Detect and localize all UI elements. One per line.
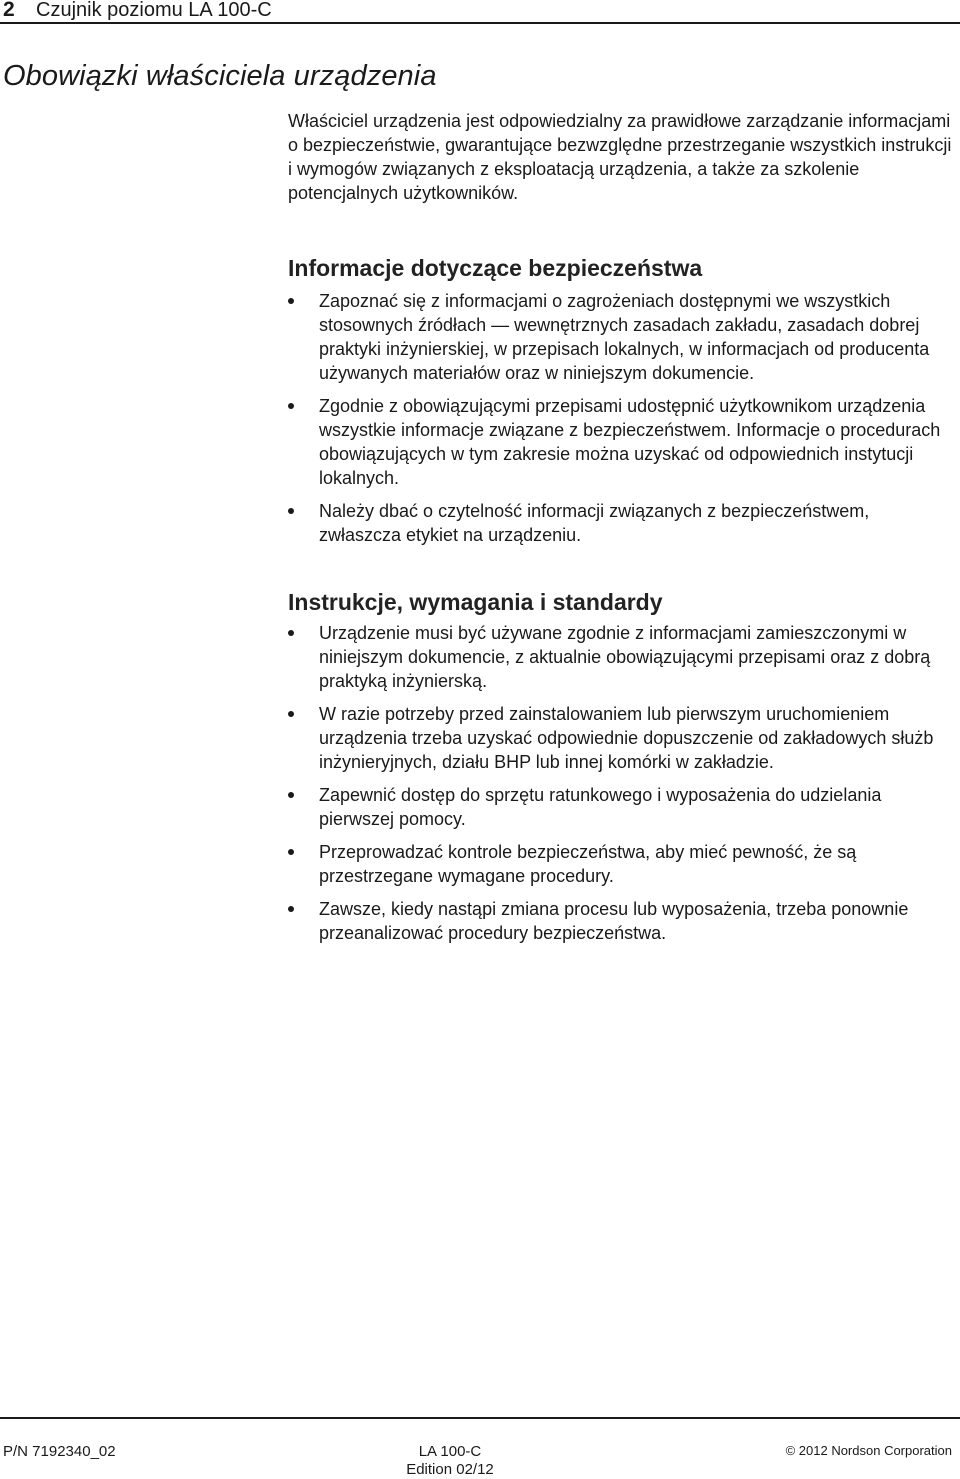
list-item [288, 394, 956, 490]
bullet-icon [288, 849, 294, 855]
copyright: © 2012 Nordson Corporation [785, 1443, 952, 1458]
footer-divider [0, 1417, 960, 1419]
list-item-text: Zapoznać się z informacjami o zagrożeniach dostępnymi we wszystkich stosownych źródłach — wewnętrznych zasadach zakładu, zasadach dobrej praktyki inżynierskiej, w przepisach lokalnych, w informacjach od producenta używanych materiałów oraz w niniejszym dokumencie. [319, 291, 930, 383]
document-title: Czujnik poziomu LA 100-C [36, 0, 272, 21]
safety-info-list [288, 289, 956, 556]
bullet-icon [288, 298, 294, 304]
bullet-icon [288, 508, 294, 514]
bullet-icon [288, 792, 294, 798]
list-item [288, 499, 956, 547]
intro-paragraph: Właściciel urządzenia jest odpowiedzialny za prawidłowe zarządzanie informacjami o bezpieczeństwie, gwarantujące bezwzględne przestrzeganie wszystkich instrukcji i wymogów związanych z eksploatacją urządzenia, a także za szkolenie potencjalnych użytkowników. [288, 111, 952, 203]
bullet-icon [288, 711, 294, 717]
list-item [288, 702, 956, 774]
list-item-text: Zgodnie z obowiązującymi przepisami udostępnić użytkownikom urządzenia wszystkie informacje związane z bezpieczeństwem. Informacje o procedurach obowiązujących w tym zakresie można uzyskać od odpowiednich instytucji lokalnych. [319, 396, 941, 488]
header-divider [0, 22, 960, 24]
list-item [288, 289, 956, 385]
list-item-text: Urządzenie musi być używane zgodnie z informacjami zamieszczonymi w niniejszym dokumencie, z aktualnie obowiązującymi przepisami oraz z dobrą praktyką inżynierską. [319, 623, 931, 691]
page-header [0, 0, 960, 23]
part-number: P/N 7192340_02 [3, 1443, 116, 1460]
list-item-text: W razie potrzeby przed zainstalowaniem lub pierwszym uruchomieniem urządzenia trzeba uzyskać odpowiednie dopuszczenie od zakładowych służb inżynieryjnych, działu BHP lub innej komórki w zakładzie. [319, 704, 934, 772]
list-item [288, 621, 956, 693]
instructions-list [288, 621, 956, 954]
list-item-text: Zapewnić dostęp do sprzętu ratunkowego i wyposażenia do udzielania pierwszej pomocy. [319, 785, 882, 829]
bullet-icon [288, 630, 294, 636]
section-title-safety-info: Informacje dotyczące bezpieczeństwa [288, 255, 703, 281]
list-item-text: Przeprowadzać kontrole bezpieczeństwa, aby mieć pewność, że są przestrzegane wymagane procedury. [319, 842, 857, 886]
edition: Edition 02/12 [406, 1461, 494, 1478]
list-item [288, 783, 956, 831]
list-item-text: Należy dbać o czytelność informacji związanych z bezpieczeństwem, zwłaszcza etykiet na urządzeniu. [319, 501, 870, 545]
list-item [288, 897, 956, 945]
footer-center [380, 1443, 520, 1479]
list-item [288, 840, 956, 888]
list-item-text: Zawsze, kiedy nastąpi zmiana procesu lub wyposażenia, trzeba ponownie przeanalizować procedury bezpieczeństwa. [319, 899, 909, 943]
bullet-icon [288, 906, 294, 912]
page-number: 2 [3, 0, 15, 21]
section-title-instructions: Instrukcje, wymagania i standardy [288, 589, 663, 615]
page-title: Obowiązki właściciela urządzenia [3, 60, 437, 92]
model-name: LA 100-C [418, 1443, 482, 1460]
bullet-icon [288, 403, 294, 409]
